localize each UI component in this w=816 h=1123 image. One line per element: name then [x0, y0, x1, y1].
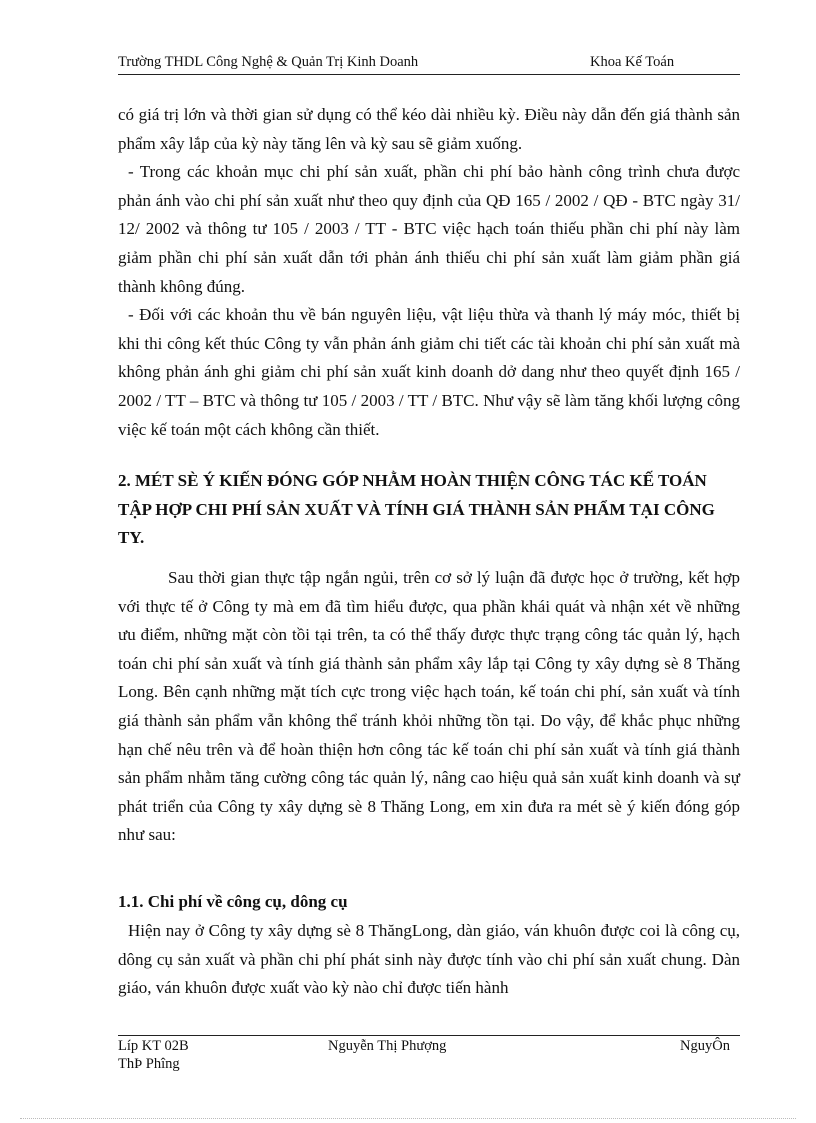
body-block-c — [118, 917, 740, 1003]
paragraph: Hiện nay ở Công ty xây dựng sè 8 ThăngLong, dàn giáo, ván khuôn được coi là công cụ, dông cụ sản xuất và phần chi phí phát sinh này được tính vào chi phí sản xuất chung. Dàn giáo, ván khuôn được xuất vào kỳ nào chỉ được tiến hành — [118, 921, 740, 998]
subsection-heading: 1.1. Chi phí về công cụ, dông cụ — [118, 892, 348, 911]
header-department: Khoa Kế Toán — [590, 54, 675, 70]
paragraph: Sau thời gian thực tập ngắn ngủi, trên cơ sở lý luận đã được học ở trường, kết hợp với thực tế ở Công ty mà em đã tìm hiểu được, qua phần khái quát và nhận xét về những ưu điểm, những mặt còn tồi tại trên, ta có thể thấy được thực trạng công tác quản lý, hạch toán chi phí sản xuất và tính giá thành sản phẩm xây lắp tại Công ty xây dựng sè 8 Thăng Long. Bên cạnh những mặt tích cực trong việc hạch toán, kế toán chi phí, sản xuất và tính giá thành sản phẩm vẫn không thể tránh khỏi những tồn tại. Do vậy, để khắc phục những hạn chế nêu trên và để hoàn thiện hơn công tác kế toán chi phí sản xuất và tính giá thành sản phẩm nhằm tăng cường công tác quản lý, nâng cao hiệu quả sản xuất kinh doanh và sự phát triển của Công ty xây dựng sè 8 Thăng Long, em xin đưa ra mét sè ý kiến đóng góp như sau: — [118, 568, 740, 845]
page-header — [118, 52, 740, 75]
paragraph: - Đối với các khoản thu về bán nguyên liệu, vật liệu thừa và thanh lý máy móc, thiết bị khi thi công kết thúc Công ty vẫn phản ánh giảm chi tiết các tài khoản chi phí sản xuất mà không phản ánh ghi giảm chi phí sản xuất kinh doanh dở dang như theo quyết định 165 / 2002 / TT – BTC và thông tư 105 / 2003 / TT / BTC. Như vậy sẽ làm tăng khối lượng công việc kế toán một cách không cần thiết. — [118, 305, 740, 439]
paragraph: có giá trị lớn và thời gian sử dụng có thể kéo dài nhiều kỳ. Điều này dẫn đến giá thành sản phẩm xây lắp của kỳ này tăng lên và kỳ sau sẽ giảm xuống. — [118, 105, 740, 153]
footer-author-garbled-line2: ThÞ Phîng — [118, 1056, 180, 1072]
page-edge-divider — [20, 1118, 796, 1119]
footer-class: Líp KT 02B — [118, 1038, 189, 1054]
footer-author: Nguyễn Thị Phượng — [328, 1038, 447, 1054]
body-block-a — [118, 101, 740, 444]
section-heading: 2. MÉT SÈ Ý KIẾN ĐÓNG GÓP NHẰM HOÀN THIỆN CÔNG TÁC KẾ TOÁN TẬP HỢP CHI PHÍ SẢN XUẤT VÀ TÍNH GIÁ THÀNH SẢN PHẨM TẠI CÔNG TY. — [118, 471, 715, 548]
page-footer — [118, 1035, 740, 1072]
footer-author-garbled: NguyÔn — [680, 1038, 730, 1054]
body-block-b — [118, 564, 740, 850]
paragraph: - Trong các khoản mục chi phí sản xuất, phần chi phí bảo hành công trình chưa được phản ánh vào chi phí sản xuất như theo quy định của QĐ 165 / 2002 / QĐ - BTC ngày 31/ 12/ 2002 và thông tư 105 / 2003 / TT - BTC việc hạch toán thiếu phần chi phí này làm giảm phần chi phí sản xuất dẫn tới phản ánh thiếu chi phí sản xuất làm giảm phần giá thành không đúng. — [118, 162, 740, 296]
header-school: Trường THDL Công Nghệ & Quản Trị Kinh Doanh — [118, 54, 419, 70]
